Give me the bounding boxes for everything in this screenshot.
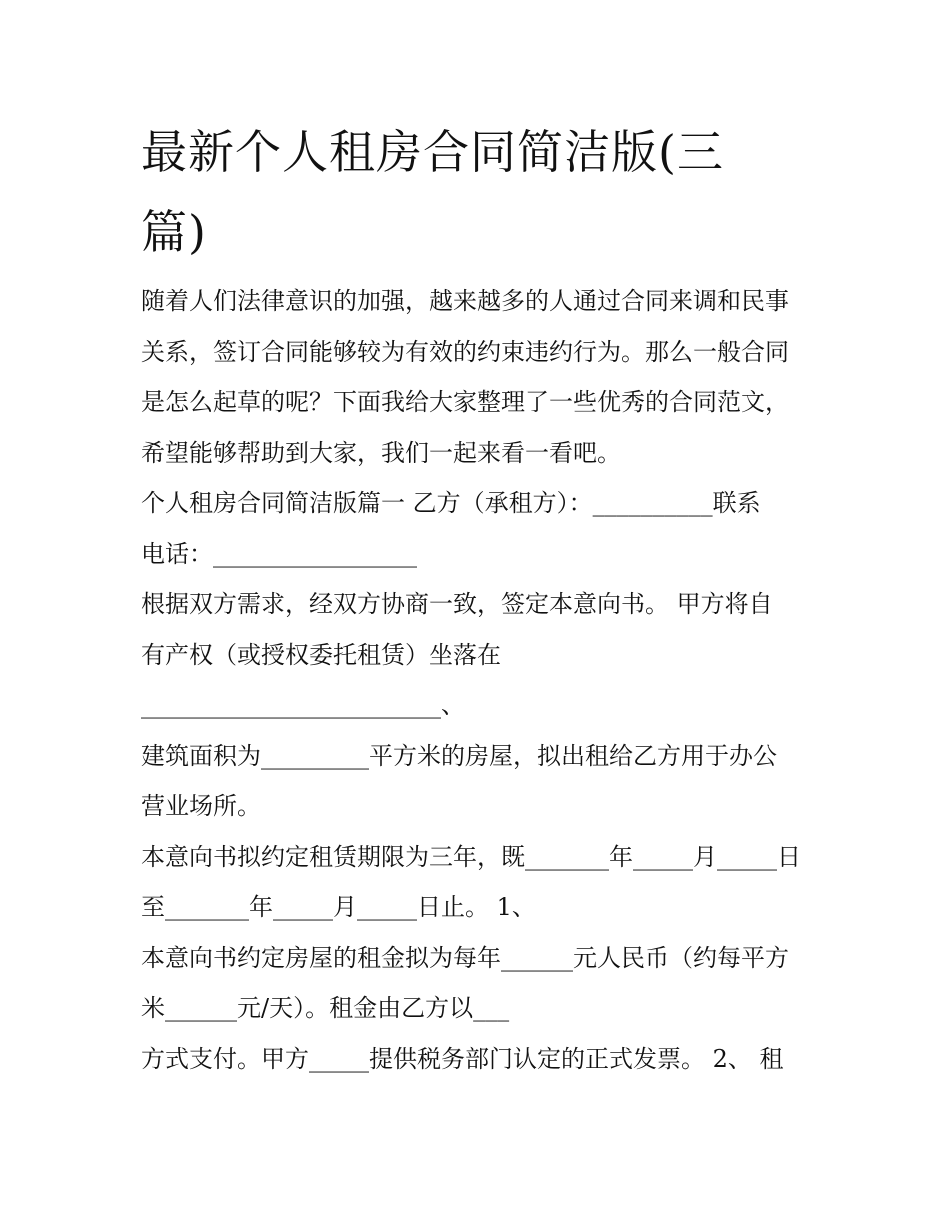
- body-line: _________________________、: [141, 691, 465, 719]
- body-line: 电话：_________________: [141, 539, 417, 568]
- body-line: 方式支付。甲方_____提供税务部门认定的正式发票。 2、 租: [141, 1044, 784, 1073]
- body-line: 本意向书拟约定租赁期限为三年，既_______年_____月_____日: [141, 842, 801, 871]
- body-line: 米______元/天）。租金由乙方以___: [141, 994, 510, 1022]
- title-line: 篇): [141, 205, 207, 259]
- title-line: 最新个人租房合同简洁版(三: [141, 125, 724, 179]
- body-line: 希望能够帮助到大家，我们一起来看一看吧。: [141, 438, 621, 467]
- body-line: 是怎么起草的呢？下面我给大家整理了一些优秀的合同范文，: [141, 388, 789, 416]
- body-line: 至_______年_____月_____日止。 1、: [141, 893, 536, 921]
- body-line: 建筑面积为_________平方米的房屋，拟出租给乙方用于办公: [141, 741, 777, 770]
- body-line: 根据双方需求，经双方协商一致，签定本意向书。 甲方将自: [141, 590, 773, 618]
- body-line: 营业场所。: [141, 792, 261, 820]
- document-body: [141, 276, 826, 1084]
- body-line: 个人租房合同简洁版篇一 乙方（承租方）：__________联系: [141, 489, 761, 517]
- body-line: 有产权（或授权委托租赁）坐落在: [141, 640, 501, 669]
- body-line: 随着人们法律意识的加强，越来越多的人通过合同来调和民事: [141, 287, 789, 315]
- document-title: [141, 112, 821, 272]
- body-line: 关系，签订合同能够较为有效的约束违约行为。那么一般合同: [141, 337, 789, 366]
- body-line: 本意向书约定房屋的租金拟为每年______元人民币（约每平方: [141, 943, 789, 972]
